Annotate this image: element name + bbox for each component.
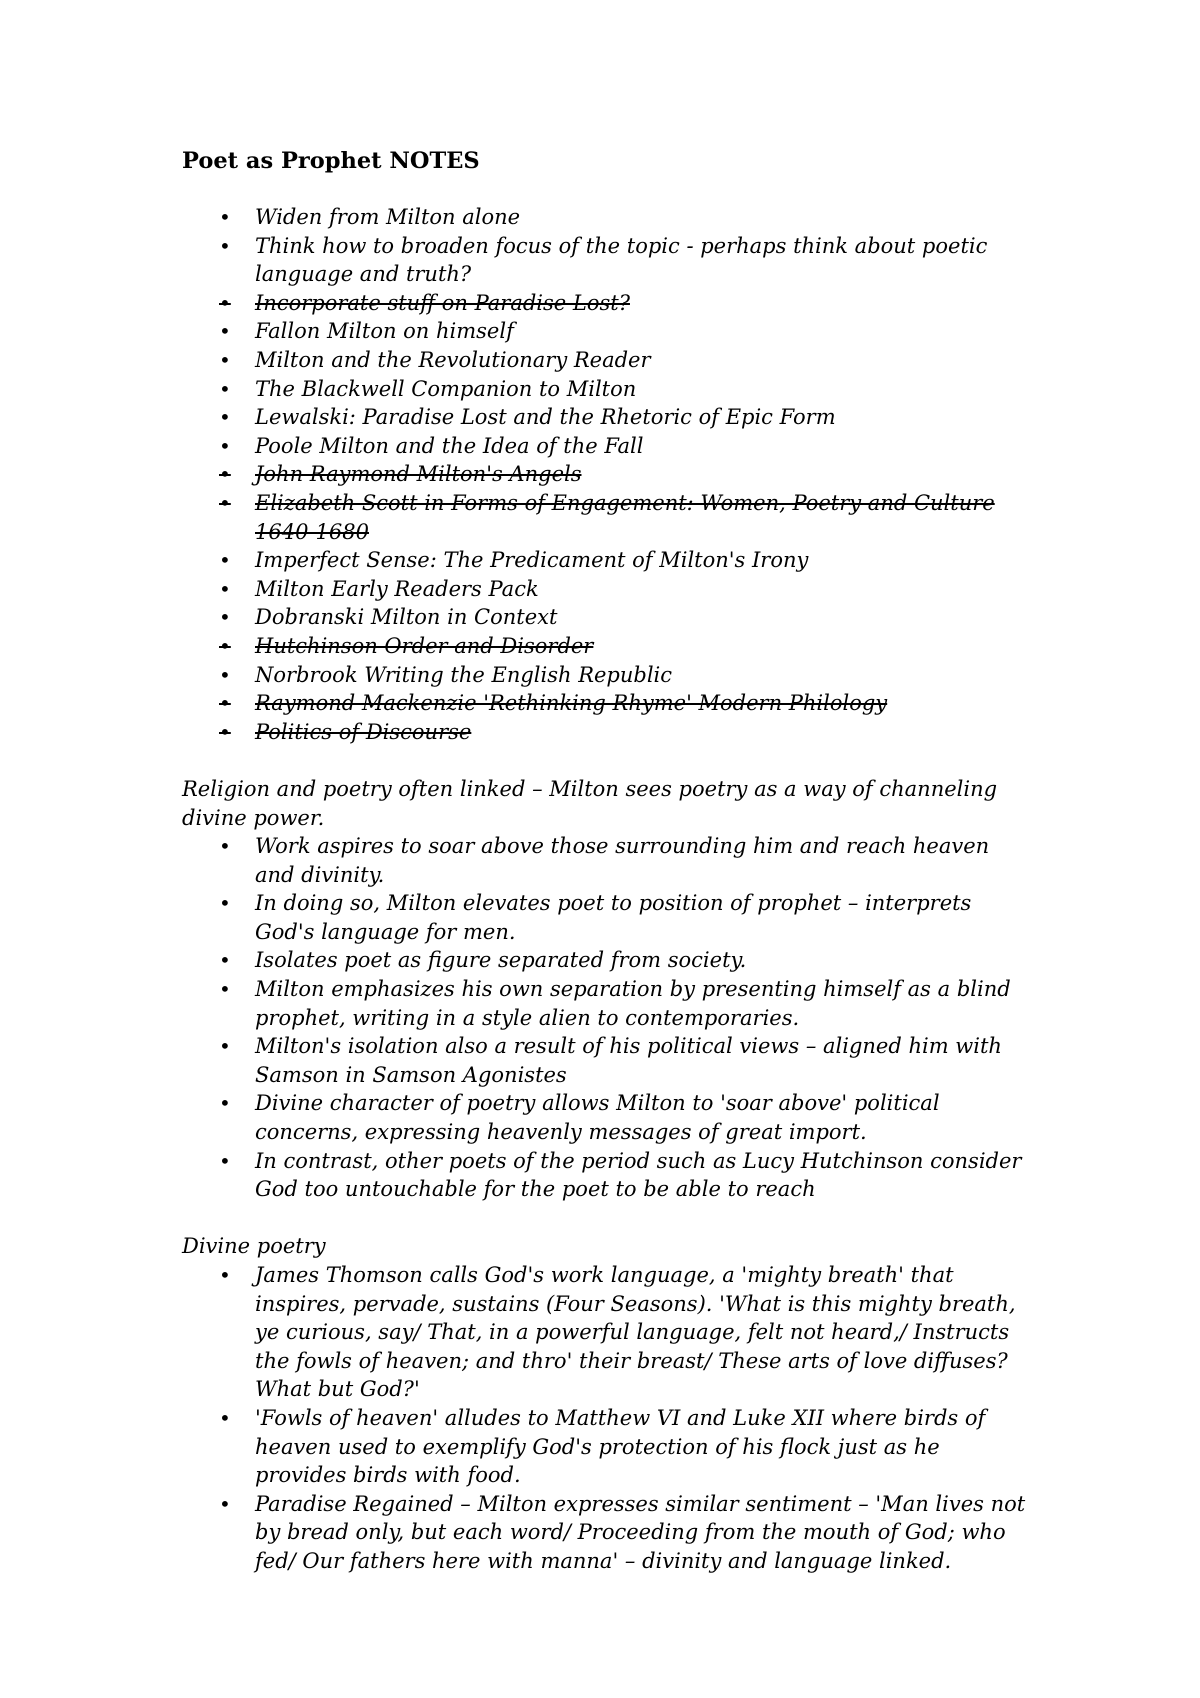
struck-item-text: Incorporate stuff on Paradise Lost? — [255, 290, 630, 315]
item-text: Milton emphasizes his own separation by presenting himself as a blind prophet, writing in a style alien to contemporaries. — [255, 976, 1011, 1030]
item-text: Poole Milton and the Idea of the Fall — [255, 433, 644, 458]
list-item — [0, 546, 1035, 575]
bullet-icon: • — [219, 490, 231, 515]
item-text: Widen from Milton alone — [255, 205, 521, 229]
bullet-icon: • — [219, 1148, 231, 1173]
list-item — [0, 1032, 1035, 1089]
bullet-icon: • — [219, 405, 231, 430]
bullet-icon: • — [219, 691, 231, 716]
item-text: Milton and the Revolutionary Reader — [255, 347, 651, 372]
list-item — [0, 689, 1035, 718]
bullet-icon: • — [219, 290, 231, 315]
bullet-icon: • — [219, 662, 231, 687]
list-item — [0, 632, 1035, 661]
bullet-icon: • — [219, 891, 231, 916]
struck-item-text: Raymond Mackenzie 'Rethinking Rhyme' Modern Philology — [255, 691, 888, 716]
bullet-icon: • — [219, 1091, 231, 1116]
bullet-icon: • — [219, 834, 231, 858]
list-item — [0, 1404, 1035, 1490]
list-item — [0, 432, 1035, 461]
bullet-icon: • — [219, 433, 231, 458]
bullet-icon: • — [219, 605, 231, 630]
struck-item-text: Hutchinson Order and Disorder — [255, 633, 594, 658]
item-text: Imperfect Sense: The Predicament of Milton's Irony — [255, 548, 809, 573]
item-text: Lewalski: Paradise Lost and the Rhetoric of Epic Form — [255, 405, 836, 430]
bullet-icon: • — [219, 1034, 231, 1059]
item-text: Milton's isolation also a result of his political views – aligned him with Samson in Samson Agonistes — [255, 1034, 1002, 1087]
item-text: Think how to broaden focus of the topic - perhaps think about poetic language and truth? — [255, 233, 988, 287]
list-item — [0, 603, 1035, 632]
struck-item-text: Politics of Discourse — [255, 719, 472, 744]
list-item — [0, 346, 1035, 375]
item-text: The Blackwell Companion to Milton — [255, 376, 637, 401]
list-item — [0, 460, 1035, 489]
list-item — [0, 317, 1035, 346]
section-religion-heading: Religion and poetry often linked – Milton sees poetry as a way of channeling divine power. — [182, 777, 998, 830]
bullet-icon: • — [219, 205, 231, 229]
list-item — [0, 232, 1035, 289]
bullet-icon: • — [219, 319, 231, 344]
bullet-icon: • — [219, 976, 231, 1001]
item-text: Isolates poet as figure separated from society. — [255, 948, 747, 973]
bullet-icon: • — [219, 376, 231, 401]
document-title: Poet as Prophet NOTES — [182, 148, 480, 174]
bullet-icon: • — [219, 1405, 231, 1430]
list-item — [0, 289, 1035, 318]
item-text: 'Fowls of heaven' alludes to Matthew VI and Luke XII where birds of heaven used to exemplify God's protection of his flock just as he provides birds with food. — [255, 1405, 986, 1488]
list-item — [0, 375, 1035, 404]
list-item — [0, 489, 1035, 546]
item-text: James Thomson calls God's work language, a 'mighty breath' that inspires, pervade, sustains (Four Seasons). 'What is this mighty breath, ye curious, say/ That, in a powerful language, felt not heard,/ Instructs the fowls of heaven; and thro' their breast/ These arts of love diffuses? What but God?' — [255, 1263, 1016, 1402]
bullet-icon: • — [219, 548, 231, 573]
bullet-icon: • — [219, 1491, 231, 1516]
list-item — [0, 1147, 1035, 1204]
bullet-icon: • — [219, 233, 231, 258]
list-item — [0, 718, 1035, 747]
bullet-icon: • — [219, 633, 231, 658]
bullet-icon: • — [219, 948, 231, 973]
item-text: In contrast, other poets of the period such as Lucy Hutchinson consider God too untouchable for the poet to be able to reach — [255, 1148, 1022, 1202]
bullet-icon: • — [219, 719, 231, 744]
list-item — [0, 832, 1035, 889]
item-text: Divine character of poetry allows Milton to 'soar above' political concerns, expressing heavenly messages of great import. — [255, 1091, 940, 1144]
item-text: Dobranski Milton in Context — [255, 605, 558, 630]
religion-notes-list — [0, 832, 1200, 1204]
bullet-icon: • — [219, 1263, 231, 1287]
list-item — [0, 1261, 1035, 1404]
item-text: Paradise Regained – Milton expresses similar sentiment – 'Man lives not by bread only, but each word/ Proceeding from the mouth of God; who fed/ Our fathers here with manna' – divinity and language linked. — [255, 1491, 1026, 1573]
item-text: In doing so, Milton elevates poet to position of prophet – interprets God's language for men. — [255, 891, 972, 944]
list-item — [0, 975, 1035, 1032]
bullet-icon: • — [219, 576, 231, 601]
item-text: Norbrook Writing the English Republic — [255, 662, 673, 687]
bullet-icon: • — [219, 462, 231, 487]
section-divine-poetry-heading: Divine poetry — [182, 1234, 326, 1258]
item-text: Fallon Milton on himself — [255, 319, 514, 344]
list-item — [0, 1089, 1035, 1146]
item-text: Milton Early Readers Pack — [255, 576, 539, 601]
list-item — [0, 946, 1035, 975]
struck-item-text: Elizabeth Scott in Forms of Engagement: Women, Poetry and Culture 1640-1680 — [255, 490, 995, 544]
list-item — [0, 575, 1035, 604]
bullet-icon: • — [219, 347, 231, 372]
divine-poetry-notes-list — [0, 1261, 1200, 1576]
item-text: Work aspires to soar above those surrounding him and reach heaven and divinity. — [255, 834, 990, 887]
list-item — [0, 403, 1035, 432]
list-item — [0, 203, 1035, 232]
list-item — [0, 889, 1035, 946]
list-item — [0, 1490, 1035, 1576]
reading-list — [0, 203, 1200, 746]
list-item — [0, 661, 1035, 690]
struck-item-text: John Raymond Milton's Angels — [255, 462, 582, 487]
